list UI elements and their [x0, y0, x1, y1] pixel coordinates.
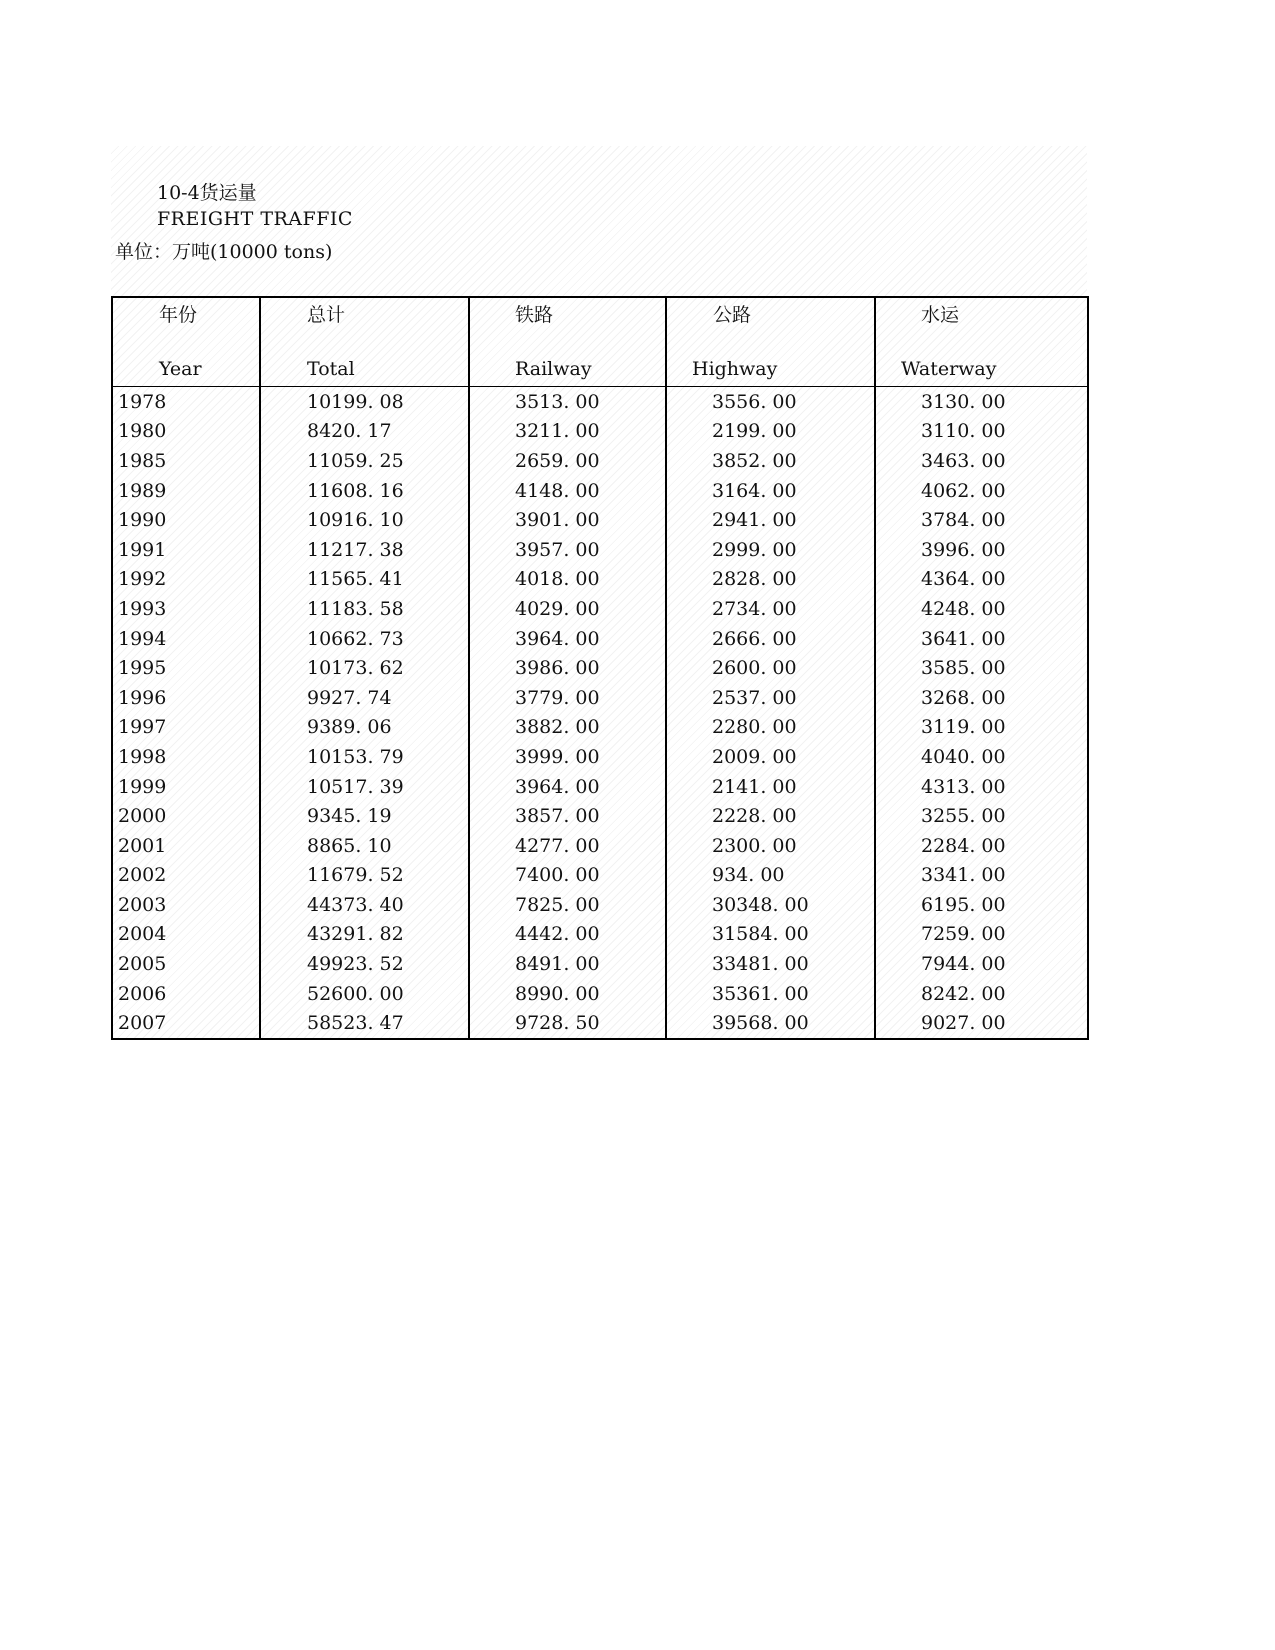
cell-highway: 2009. 00: [666, 742, 875, 772]
cell-total: 11565. 41: [260, 565, 469, 595]
cell-total: 10173. 62: [260, 653, 469, 683]
cell-year: 1985: [112, 446, 260, 476]
cell-year: 1999: [112, 772, 260, 802]
title-chinese: 10-4货运量: [157, 182, 257, 204]
cell-total: 44373. 40: [260, 890, 469, 920]
cell-highway: 33481. 00: [666, 949, 875, 979]
cell-railway: 4442. 00: [469, 920, 666, 950]
cell-highway: 2537. 00: [666, 683, 875, 713]
cell-highway: 2999. 00: [666, 535, 875, 565]
cell-highway: 2828. 00: [666, 565, 875, 595]
cell-waterway: 3641. 00: [875, 624, 1088, 654]
cell-railway: 4148. 00: [469, 476, 666, 506]
cell-waterway: 3119. 00: [875, 713, 1088, 743]
cell-waterway: 3996. 00: [875, 535, 1088, 565]
header-railway: [469, 297, 666, 387]
cell-year: 1978: [112, 387, 260, 417]
cell-highway: 2666. 00: [666, 624, 875, 654]
header-highway-cn: 公路: [713, 304, 752, 326]
table-row: [112, 742, 1088, 772]
table-row: [112, 565, 1088, 595]
cell-year: 1994: [112, 624, 260, 654]
cell-year: 2001: [112, 831, 260, 861]
cell-highway: 2300. 00: [666, 831, 875, 861]
table-row: [112, 831, 1088, 861]
cell-year: 1995: [112, 653, 260, 683]
cell-waterway: 4040. 00: [875, 742, 1088, 772]
cell-railway: 7825. 00: [469, 890, 666, 920]
cell-year: 2005: [112, 949, 260, 979]
cell-highway: 3164. 00: [666, 476, 875, 506]
cell-total: 8420. 17: [260, 417, 469, 447]
cell-waterway: 3463. 00: [875, 446, 1088, 476]
cell-total: 10916. 10: [260, 505, 469, 535]
header-waterway: [875, 297, 1088, 387]
cell-total: 9389. 06: [260, 713, 469, 743]
table-row: [112, 979, 1088, 1009]
header-total-cn: 总计: [307, 304, 346, 326]
cell-waterway: 3268. 00: [875, 683, 1088, 713]
cell-year: 1998: [112, 742, 260, 772]
cell-waterway: 4248. 00: [875, 594, 1088, 624]
cell-year: 1980: [112, 417, 260, 447]
cell-highway: 934. 00: [666, 861, 875, 891]
header-highway-en: Highway: [692, 358, 778, 380]
cell-railway: 3964. 00: [469, 624, 666, 654]
header-year-cn: 年份: [159, 304, 198, 326]
cell-highway: 3556. 00: [666, 387, 875, 417]
table-row: [112, 653, 1088, 683]
cell-waterway: 6195. 00: [875, 890, 1088, 920]
cell-highway: 35361. 00: [666, 979, 875, 1009]
cell-highway: 3852. 00: [666, 446, 875, 476]
cell-total: 9345. 19: [260, 801, 469, 831]
cell-total: 52600. 00: [260, 979, 469, 1009]
cell-railway: 4277. 00: [469, 831, 666, 861]
table-row: [112, 535, 1088, 565]
table-row: [112, 801, 1088, 831]
cell-year: 1993: [112, 594, 260, 624]
cell-total: 11183. 58: [260, 594, 469, 624]
cell-total: 11608. 16: [260, 476, 469, 506]
table-row: [112, 683, 1088, 713]
header-total: [260, 297, 469, 387]
cell-railway: 3779. 00: [469, 683, 666, 713]
cell-total: 10517. 39: [260, 772, 469, 802]
cell-year: 2003: [112, 890, 260, 920]
cell-waterway: 9027. 00: [875, 1008, 1088, 1039]
cell-waterway: 3110. 00: [875, 417, 1088, 447]
cell-railway: 4029. 00: [469, 594, 666, 624]
cell-waterway: 3341. 00: [875, 861, 1088, 891]
cell-total: 49923. 52: [260, 949, 469, 979]
cell-year: 2000: [112, 801, 260, 831]
cell-waterway: 4364. 00: [875, 565, 1088, 595]
table-row: [112, 920, 1088, 950]
cell-highway: 2600. 00: [666, 653, 875, 683]
cell-total: 11217. 38: [260, 535, 469, 565]
cell-total: 9927. 74: [260, 683, 469, 713]
cell-year: 2004: [112, 920, 260, 950]
table-row: [112, 417, 1088, 447]
cell-highway: 2228. 00: [666, 801, 875, 831]
table-row: [112, 387, 1088, 417]
cell-total: 10662. 73: [260, 624, 469, 654]
cell-railway: 3513. 00: [469, 387, 666, 417]
table-row: [112, 890, 1088, 920]
cell-highway: 2734. 00: [666, 594, 875, 624]
cell-railway: 3882. 00: [469, 713, 666, 743]
cell-waterway: 3255. 00: [875, 801, 1088, 831]
table-row: [112, 713, 1088, 743]
title-english: FREIGHT TRAFFIC: [157, 208, 353, 230]
header-row: [112, 297, 1088, 387]
header-year-en: Year: [159, 358, 202, 380]
cell-total: 10199. 08: [260, 387, 469, 417]
cell-waterway: 8242. 00: [875, 979, 1088, 1009]
cell-year: 1997: [112, 713, 260, 743]
cell-total: 11679. 52: [260, 861, 469, 891]
cell-railway: 8990. 00: [469, 979, 666, 1009]
cell-waterway: 3585. 00: [875, 653, 1088, 683]
cell-waterway: 3784. 00: [875, 505, 1088, 535]
cell-highway: 2199. 00: [666, 417, 875, 447]
cell-year: 1989: [112, 476, 260, 506]
table-row: [112, 476, 1088, 506]
unit-label: 单位：万吨(10000 tons): [115, 241, 333, 263]
cell-waterway: 7944. 00: [875, 949, 1088, 979]
cell-railway: 3999. 00: [469, 742, 666, 772]
header-total-en: Total: [307, 358, 355, 380]
header-year: [112, 297, 260, 387]
header-railway-cn: 铁路: [515, 304, 554, 326]
cell-year: 2006: [112, 979, 260, 1009]
cell-railway: 3964. 00: [469, 772, 666, 802]
cell-total: 58523. 47: [260, 1008, 469, 1039]
cell-waterway: 7259. 00: [875, 920, 1088, 950]
cell-year: 1996: [112, 683, 260, 713]
cell-railway: 3211. 00: [469, 417, 666, 447]
cell-waterway: 4313. 00: [875, 772, 1088, 802]
cell-year: 1991: [112, 535, 260, 565]
table-row: [112, 624, 1088, 654]
cell-highway: 31584. 00: [666, 920, 875, 950]
header-waterway-cn: 水运: [921, 304, 960, 326]
table-row: [112, 861, 1088, 891]
table-row: [112, 1008, 1088, 1039]
cell-highway: 2280. 00: [666, 713, 875, 743]
cell-railway: 3901. 00: [469, 505, 666, 535]
cell-year: 2007: [112, 1008, 260, 1039]
cell-total: 11059. 25: [260, 446, 469, 476]
cell-railway: 9728. 50: [469, 1008, 666, 1039]
cell-waterway: 2284. 00: [875, 831, 1088, 861]
cell-railway: 7400. 00: [469, 861, 666, 891]
header-waterway-en: Waterway: [901, 358, 997, 380]
cell-waterway: 4062. 00: [875, 476, 1088, 506]
cell-total: 8865. 10: [260, 831, 469, 861]
cell-total: 43291. 82: [260, 920, 469, 950]
table-row: [112, 594, 1088, 624]
cell-highway: 2141. 00: [666, 772, 875, 802]
cell-railway: 8491. 00: [469, 949, 666, 979]
cell-railway: 3957. 00: [469, 535, 666, 565]
cell-highway: 39568. 00: [666, 1008, 875, 1039]
cell-year: 2002: [112, 861, 260, 891]
table-row: [112, 949, 1088, 979]
cell-waterway: 3130. 00: [875, 387, 1088, 417]
cell-total: 10153. 79: [260, 742, 469, 772]
cell-railway: 3857. 00: [469, 801, 666, 831]
table-row: [112, 446, 1088, 476]
freight-traffic-table: [111, 296, 1089, 1040]
cell-year: 1990: [112, 505, 260, 535]
cell-railway: 2659. 00: [469, 446, 666, 476]
table-row: [112, 505, 1088, 535]
cell-railway: 4018. 00: [469, 565, 666, 595]
table-row: [112, 772, 1088, 802]
header-highway: [666, 297, 875, 387]
cell-highway: 30348. 00: [666, 890, 875, 920]
header-railway-en: Railway: [515, 358, 592, 380]
cell-highway: 2941. 00: [666, 505, 875, 535]
cell-railway: 3986. 00: [469, 653, 666, 683]
cell-year: 1992: [112, 565, 260, 595]
